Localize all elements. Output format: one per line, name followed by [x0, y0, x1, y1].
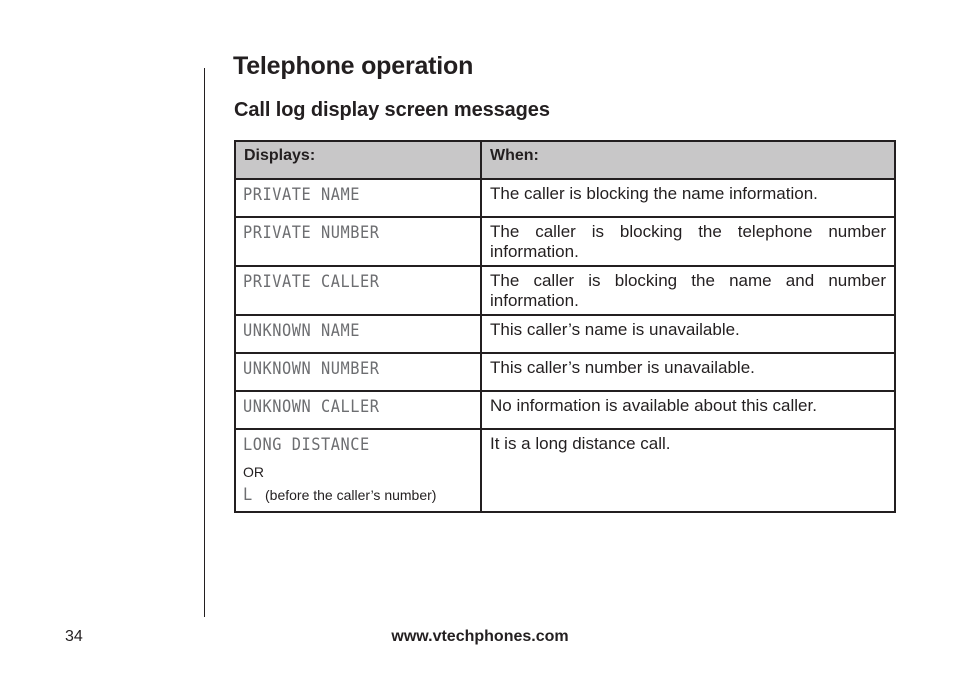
table-row — [235, 179, 895, 217]
table-row — [235, 429, 895, 512]
table-header-row — [235, 141, 895, 179]
margin-rule — [204, 68, 205, 617]
header-displays: Displays: — [235, 141, 481, 179]
when-cell: The caller is blocking the name and number information. — [481, 266, 895, 315]
when-cell: This caller’s name is unavailable. — [481, 315, 895, 353]
alt-note: (before the caller’s number) — [265, 487, 437, 503]
display-cell — [235, 315, 481, 353]
when-cell: No information is available about this caller. — [481, 391, 895, 429]
when-cell: The caller is blocking the telephone number information. — [481, 217, 895, 266]
when-cell: This caller’s number is unavailable. — [481, 353, 895, 391]
table-row — [235, 266, 895, 315]
display-cell — [235, 353, 481, 391]
lcd-text: UNKNOWN CALLER — [243, 397, 380, 417]
when-cell: The caller is blocking the name information. — [481, 179, 895, 217]
table-row — [235, 315, 895, 353]
display-cell — [235, 266, 481, 315]
footer-url: www.vtechphones.com — [391, 628, 569, 645]
or-label: OR — [243, 464, 264, 480]
messages-table — [234, 140, 896, 513]
header-when: When: — [481, 141, 895, 179]
lcd-text-l: L — [243, 485, 253, 505]
alt-display-line — [243, 484, 476, 506]
section-subtitle: Call log display screen messages — [234, 99, 550, 121]
page-number: 34 — [65, 628, 83, 645]
display-cell — [235, 391, 481, 429]
lcd-text: LONG DISTANCE — [243, 435, 370, 455]
display-cell — [235, 429, 481, 512]
display-cell — [235, 217, 481, 266]
table-row — [235, 217, 895, 266]
lcd-text: PRIVATE CALLER — [243, 272, 380, 292]
when-cell: It is a long distance call. — [481, 429, 895, 512]
display-cell — [235, 179, 481, 217]
lcd-text: UNKNOWN NUMBER — [243, 359, 380, 379]
table-row — [235, 353, 895, 391]
lcd-text: UNKNOWN NAME — [243, 321, 361, 341]
lcd-text: PRIVATE NUMBER — [243, 223, 380, 243]
lcd-text: PRIVATE NAME — [243, 185, 361, 205]
table-row — [235, 391, 895, 429]
page-title: Telephone operation — [233, 52, 474, 80]
